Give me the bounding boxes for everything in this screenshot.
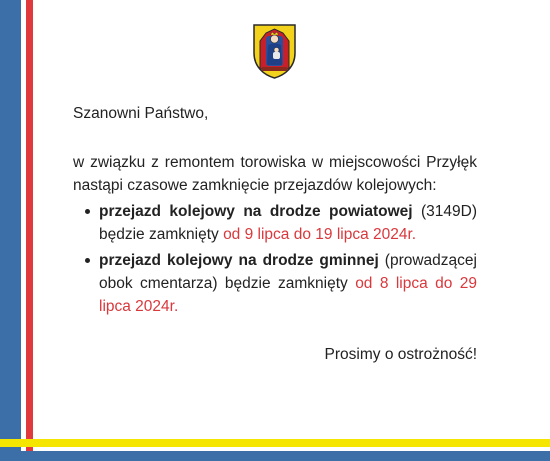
left-blue-stripe — [0, 0, 21, 461]
bottom-yellow-stripe — [0, 439, 550, 447]
intro-paragraph: w związku z remontem torowiska w miejscowości Przyłęk nastąpi czasowe zamknięcie przejazdów kolejowych: — [73, 154, 477, 194]
list-item — [99, 249, 477, 318]
crossing-details: (prowadzącej obok cmentarza) będzie zamknięty — [99, 252, 477, 292]
closing-line: Prosimy o ostrożność! — [324, 346, 477, 363]
greeting: Szanowni Państwo, — [73, 105, 209, 122]
coat-of-arms-icon — [252, 23, 297, 79]
crossing-name: przejazd kolejowy na drodze gminnej — [99, 252, 379, 269]
crossing-details: (3149D) będzie zamknięty — [99, 203, 477, 243]
closure-dates: od 9 lipca do 19 lipca 2024r. — [223, 226, 417, 243]
closure-dates: od 8 lipca do 29 lipca 2024r. — [99, 275, 478, 315]
bottom-blue-stripe — [0, 451, 550, 461]
left-red-stripe — [26, 0, 33, 461]
list-item — [99, 200, 477, 246]
closure-list — [73, 200, 477, 318]
letter-body — [73, 102, 477, 382]
crossing-name: przejazd kolejowy na drodze powiatowej — [99, 203, 413, 220]
